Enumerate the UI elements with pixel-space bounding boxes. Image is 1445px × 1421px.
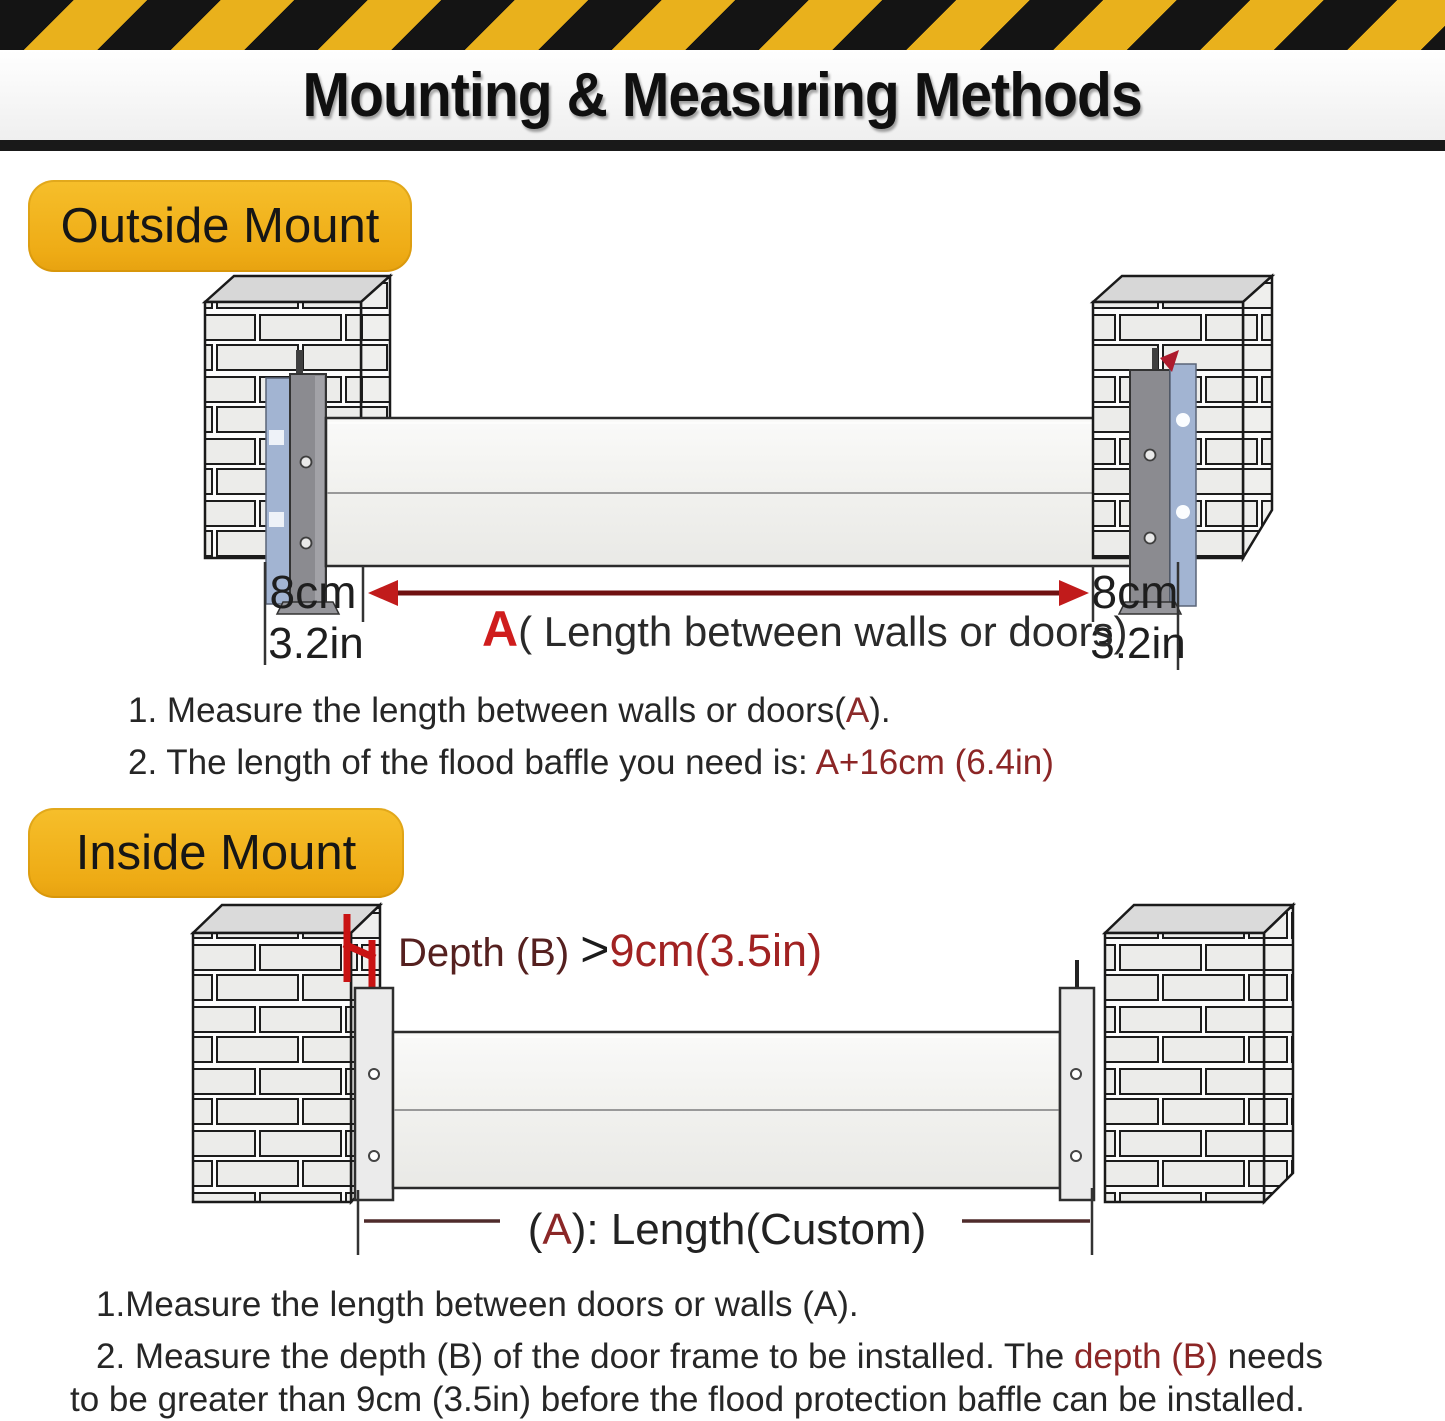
inside-right-brick-pillar <box>1105 905 1293 1202</box>
channel-body <box>355 988 393 1200</box>
inside-step-1-text: 1.Measure the length between doors or walls (A). <box>96 1285 859 1324</box>
right-gap-in-label: 3.2in <box>1090 619 1186 668</box>
hazard-stripe-band <box>0 0 1445 50</box>
depth-annotation: Depth (B) >9cm(3.5in) <box>398 921 823 977</box>
channel-rod <box>1152 348 1158 372</box>
inside-right-mounting-channel <box>1060 960 1094 1200</box>
inside-step-2-line2 <box>70 1379 1305 1421</box>
screw-hole <box>301 457 312 468</box>
arrowhead-right-icon <box>1059 580 1089 606</box>
channel-rod <box>296 350 303 376</box>
outside-mount-diagram <box>0 250 1445 680</box>
screw-hole <box>1145 533 1156 544</box>
inside-step-2-line2-text: to be greater than 9cm (3.5in) before the flood protection baffle can be installed. <box>70 1380 1305 1419</box>
inside-left-mounting-channel <box>355 988 393 1200</box>
outside-step-1-text: 1. Measure the length between walls or doors( <box>128 691 846 730</box>
screw-hole <box>1071 1151 1081 1161</box>
inside-mount-badge-label: Inside Mount <box>75 826 357 880</box>
outside-step-1 <box>128 690 891 732</box>
channel-body <box>1060 988 1094 1200</box>
screw-hole <box>369 1151 379 1161</box>
inside-step-2 <box>96 1336 1323 1378</box>
length-label: (A): Length(Custom) <box>527 1205 927 1254</box>
screw-hole <box>301 538 312 549</box>
left-gap-cm-label: 8cm <box>269 566 357 618</box>
right-gap-cm-label: 8cm <box>1091 566 1179 618</box>
screw-hole <box>1145 450 1156 461</box>
outside-step-1-letter: A <box>845 691 870 730</box>
header-divider-bar <box>0 140 1445 151</box>
inside-step-2-text: 2. Measure the depth (B) of the door frame to be installed. The <box>96 1337 1074 1376</box>
inside-step-1 <box>96 1284 859 1326</box>
arrowhead-left-icon <box>368 580 398 606</box>
outside-step-1-end: ). <box>869 691 891 730</box>
outside-mount-badge-label: Outside Mount <box>60 199 380 253</box>
inside-mount-diagram <box>0 880 1445 1280</box>
outside-flood-barrier-panel <box>326 418 1132 566</box>
outside-step-2-text: 2. The length of the flood baffle you need is: <box>128 743 816 782</box>
outside-step-2 <box>128 742 1054 784</box>
inside-step-2-depth: depth (B) <box>1073 1337 1218 1376</box>
span-length-label: A( Length between walls or doors) <box>482 601 1128 657</box>
title-band <box>0 50 1445 140</box>
page-title: Mounting & Measuring Methods <box>302 60 1143 130</box>
inside-step-2-end: needs <box>1217 1337 1324 1376</box>
inside-length-measurement <box>358 1188 1092 1255</box>
screw-hole <box>1071 1069 1081 1079</box>
inside-flood-barrier-panel <box>393 1032 1060 1188</box>
outside-width-measurement <box>265 562 1186 670</box>
screw-hole <box>369 1069 379 1079</box>
left-gap-in-label: 3.2in <box>268 619 364 668</box>
outside-step-2-formula: A+16cm (6.4in) <box>815 743 1054 782</box>
